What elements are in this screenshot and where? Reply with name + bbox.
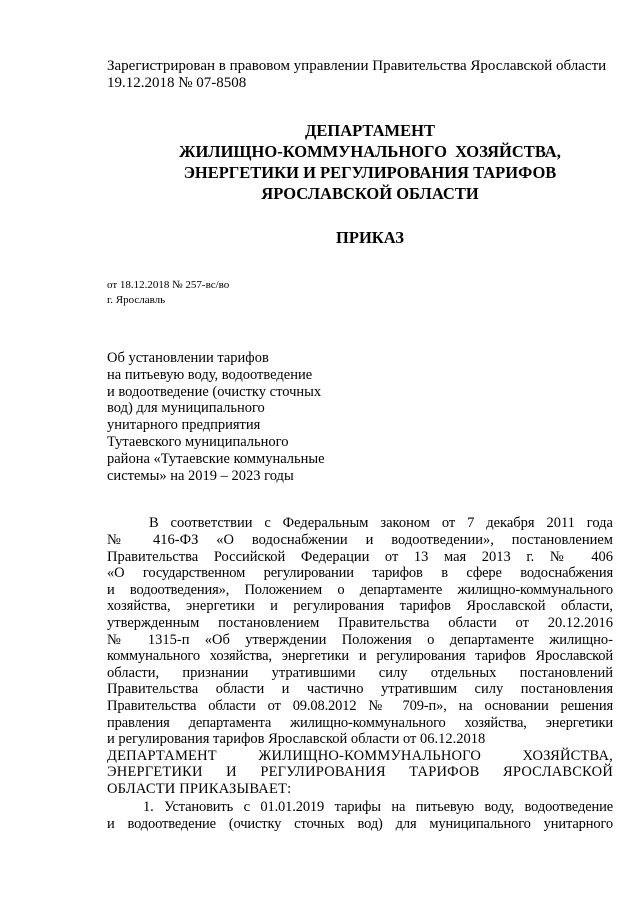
body-line: коммунального хозяйства, энергетики и регулирования тарифов Ярославской xyxy=(107,648,613,665)
body-line: и водоотведения», Положением о департаменте жилищно-коммунального xyxy=(107,581,613,598)
caps-line: ОБЛАСТИ ПРИКАЗЫВАЕТ: xyxy=(107,780,292,797)
order-subject xyxy=(107,350,613,484)
body-line: Правительства области от 09.08.2012 № 709-п», на основании решения xyxy=(107,697,613,714)
subject-line: и водоотведение (очистку сточных xyxy=(107,383,322,400)
department-heading xyxy=(107,120,613,204)
body-line: Правительства области и частично утратившим силу постановления xyxy=(107,681,613,698)
subject-line: унитарного предприятия xyxy=(107,417,261,434)
body-line: № 416-ФЗ «О водоснабжении и водоотведении», постановлением xyxy=(107,531,613,548)
body-line: и водоотведение (очистку сточных вод) для муниципального унитарного xyxy=(107,816,613,833)
preamble-paragraph xyxy=(107,515,613,747)
subject-line: Тутаевского муниципального xyxy=(107,433,289,450)
subject-line: района «Тутаевские коммунальные xyxy=(107,450,325,467)
order-meta xyxy=(107,278,613,308)
registration-note xyxy=(107,58,613,92)
body-line: № 1315-п «Об утверждении Положения о департаменте жилищно- xyxy=(107,631,613,648)
registration-line: Зарегистрирован в правовом управлении Правительства Ярославской области xyxy=(107,58,607,74)
department-line: ДЕПАРТАМЕНТ xyxy=(305,121,435,140)
order-date-number: от 18.12.2018 № 257-вс/во xyxy=(107,279,230,291)
body-line: В соответствии с Федеральным законом от 7 декабря 2011 года xyxy=(149,515,613,532)
caps-line: ДЕПАРТАМЕНТ ЖИЛИЩНО-КОММУНАЛЬНОГО ХОЗЯЙСТВА, xyxy=(107,747,613,764)
department-line: ЭНЕРГЕТИКИ И РЕГУЛИРОВАНИЯ ТАРИФОВ xyxy=(183,163,557,182)
order-body xyxy=(107,515,613,832)
subject-line: на питьевую воду, водоотведение xyxy=(107,366,313,383)
body-line: хозяйства, энергетики и регулирования тарифов Ярославской области, xyxy=(107,598,613,615)
body-line: утвержденным постановлением Правительства области от 20.12.2016 xyxy=(107,614,613,631)
caps-line: ЭНЕРГЕТИКИ И РЕГУЛИРОВАНИЯ ТАРИФОВ ЯРОСЛАВСКОЙ xyxy=(107,764,613,781)
department-line: ЯРОСЛАВСКОЙ ОБЛАСТИ xyxy=(261,184,479,203)
order-city: г. Ярославль xyxy=(107,294,166,306)
subject-line: вод) для муниципального xyxy=(107,400,265,417)
registration-number: 19.12.2018 № 07-8508 xyxy=(107,75,247,91)
body-line: области, признании утратившими силу отдельных постановлений xyxy=(107,664,613,681)
body-line: 1. Установить с 01.01.2019 тарифы на питьевую воду, водоотведение xyxy=(143,799,613,816)
order-item-1 xyxy=(107,799,613,832)
subject-line: Об установлении тарифов xyxy=(107,350,269,366)
subject-line: системы» на 2019 – 2023 годы xyxy=(107,467,294,484)
body-line: Правительства Российской Федерации от 13 мая 2013 г. № 406 xyxy=(107,548,613,565)
body-line: правления департамента жилищно-коммунального хозяйства, энергетики xyxy=(107,714,613,731)
body-line: «О государственном регулировании тарифов в сфере водоснабжения xyxy=(107,565,613,582)
department-line: ЖИЛИЩНО-КОММУНАЛЬНОГО ХОЗЯЙСТВА, xyxy=(179,142,561,161)
order-operative-heading xyxy=(107,748,613,798)
order-title: ПРИКАЗ xyxy=(336,228,404,247)
body-line: и регулирования тарифов Ярославской области от 06.12.2018 xyxy=(107,731,486,748)
